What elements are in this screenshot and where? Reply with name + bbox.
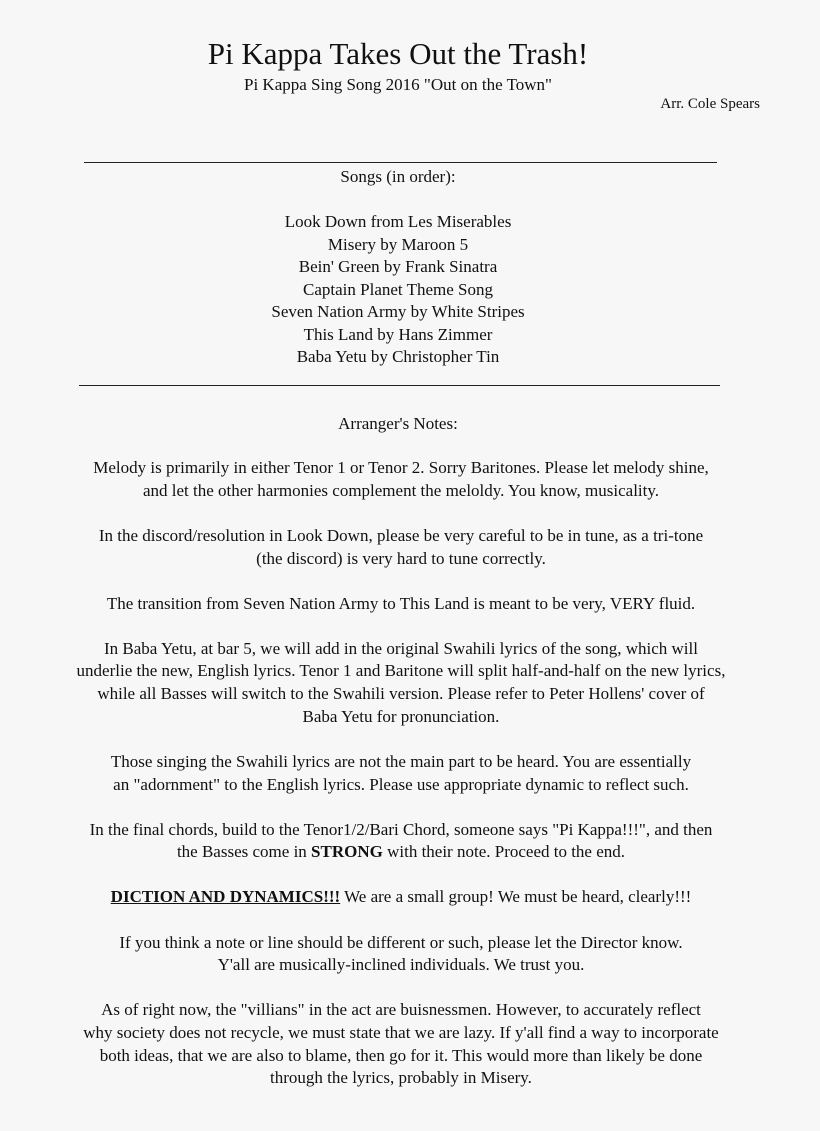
song-item: Bein' Green by Frank Sinatra bbox=[298, 257, 498, 276]
note-line: In Baba Yetu, at bar 5, we will add in the original Swahili lyrics of the song, which will bbox=[104, 638, 698, 658]
emphasis-diction: DICTION AND DYNAMICS!!! bbox=[110, 887, 341, 907]
emphasis-strong: STRONG bbox=[311, 842, 383, 862]
note-line: through the lyrics, probably in Misery. bbox=[270, 1068, 532, 1088]
note-paragraph-swahili bbox=[0, 751, 802, 796]
note-line: Those singing the Swahili lyrics are not the main part to be heard. You are essentially bbox=[110, 751, 692, 771]
arranger-credit: Arr. Cole Spears bbox=[660, 96, 760, 112]
arranger-notes bbox=[0, 457, 802, 1113]
song-item: Seven Nation Army by White Stripes bbox=[271, 302, 525, 321]
note-line: If you think a note or line should be different or such, please let the Director know. bbox=[119, 932, 683, 952]
note-line: both ideas, that we are also to blame, then go for it. This would more than likely be done bbox=[99, 1045, 703, 1065]
song-item: Captain Planet Theme Song bbox=[303, 279, 493, 299]
divider-top bbox=[84, 162, 717, 163]
note-paragraph-villains bbox=[0, 999, 802, 1090]
note-line: As of right now, the "villians" in the act are buisnessmen. However, to accurately reflect bbox=[101, 1000, 701, 1020]
note-line: why society does not recycle, we must state that we are lazy. If y'all find a way to incorporate bbox=[83, 1023, 719, 1043]
note-paragraph-diction bbox=[0, 886, 802, 909]
note-line: Baba Yetu for pronunciation. bbox=[302, 706, 500, 726]
note-line: In the final chords, build to the Tenor1/2/Bari Chord, someone says "Pi Kappa!!!", and then bbox=[89, 819, 713, 839]
note-line: (the discord) is very hard to tune correctly. bbox=[256, 548, 546, 568]
note-paragraph-final-chords bbox=[0, 819, 802, 864]
song-item: Misery by Maroon 5 bbox=[327, 234, 469, 254]
note-line: Y'all are musically-inclined individuals. We trust you. bbox=[217, 955, 585, 975]
note-line: an "adornment" to the English lyrics. Please use appropriate dynamic to reflect such. bbox=[113, 774, 689, 794]
note-text: We are a small group! We must be heard, clearly!!! bbox=[340, 887, 692, 907]
note-line bbox=[0, 886, 802, 909]
note-line: The transition from Seven Nation Army to This Land is meant to be very, VERY fluid. bbox=[106, 593, 696, 613]
document-title: Pi Kappa Takes Out the Trash! bbox=[207, 36, 589, 71]
songs-list bbox=[0, 211, 796, 369]
song-item: Baba Yetu by Christopher Tin bbox=[296, 347, 500, 366]
note-line: underlie the new, English lyrics. Tenor 1 and Baritone will split half-and-half on the new lyrics, bbox=[76, 661, 726, 681]
note-paragraph-melody bbox=[0, 457, 802, 502]
note-line: Melody is primarily in either Tenor 1 or Tenor 2. Sorry Baritones. Please let melody shine, bbox=[93, 458, 709, 477]
note-text: with their note. Proceed to the end. bbox=[382, 842, 626, 862]
note-line: while all Basses will switch to the Swahili version. Please refer to Peter Hollens' cover of bbox=[97, 684, 705, 704]
note-paragraph-transition bbox=[0, 593, 802, 616]
note-line: and let the other harmonies complement the meloldy. You know, musicality. bbox=[142, 480, 660, 500]
note-line bbox=[0, 841, 802, 864]
note-paragraph-discord bbox=[0, 525, 802, 570]
note-line: In the discord/resolution in Look Down, please be very careful to be in tune, as a tri-tone bbox=[98, 525, 704, 545]
notes-heading: Arranger's Notes: bbox=[338, 414, 458, 433]
song-item: This Land by Hans Zimmer bbox=[303, 324, 493, 344]
divider-bottom bbox=[79, 385, 720, 386]
document-subtitle: Pi Kappa Sing Song 2016 "Out on the Town" bbox=[244, 75, 552, 94]
song-item: Look Down from Les Miserables bbox=[284, 212, 512, 231]
note-text: the Basses come in bbox=[176, 842, 312, 862]
note-paragraph-baba-yetu bbox=[0, 638, 802, 729]
note-paragraph-feedback bbox=[0, 932, 802, 977]
songs-heading: Songs (in order): bbox=[340, 167, 456, 186]
